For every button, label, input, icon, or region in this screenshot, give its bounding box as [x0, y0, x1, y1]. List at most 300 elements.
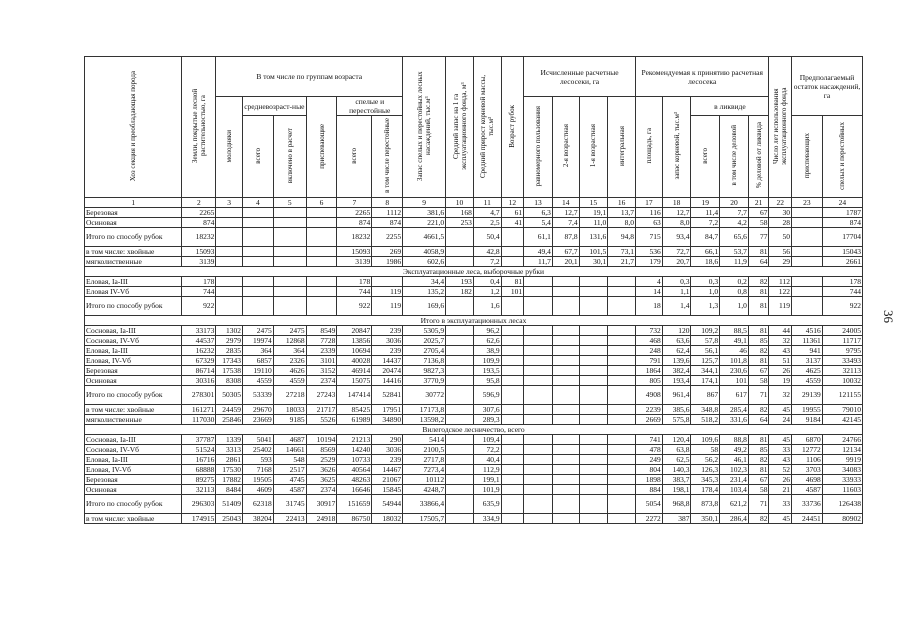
table-cell: 4516 [792, 326, 823, 336]
table-cell: 30,1 [579, 257, 608, 267]
table-cell: 101,8 [720, 356, 749, 366]
row-label: Еловая, Ia-III [85, 455, 182, 465]
table-cell [608, 346, 636, 356]
table-cell [501, 465, 524, 475]
table-cell [372, 277, 403, 287]
table-cell: 1986 [372, 257, 403, 267]
table-cell: 32113 [182, 485, 216, 495]
table-cell: 169,6 [403, 297, 446, 316]
table-cell [792, 297, 823, 316]
table-cell [446, 435, 474, 445]
table-row [85, 485, 863, 495]
table-cell: 741 [636, 435, 663, 445]
table-cell [552, 326, 579, 336]
table-cell [216, 228, 243, 247]
table-cell [552, 405, 579, 415]
header-calc-integral: интегральная [608, 97, 636, 198]
table-cell: 874 [372, 218, 403, 228]
table-cell: 4661,5 [403, 228, 446, 247]
table-cell: 67329 [182, 356, 216, 366]
table-cell: 61989 [337, 415, 372, 425]
table-cell: 14467 [372, 465, 403, 475]
table-cell [552, 455, 579, 465]
table-cell [608, 386, 636, 405]
table-cell [501, 435, 524, 445]
table-cell [792, 287, 823, 297]
row-label: в том числе: хвойные [85, 514, 182, 524]
row-label: Березовая [85, 475, 182, 485]
table-cell: 102,3 [720, 465, 749, 475]
table-cell [524, 465, 553, 475]
table-cell: 33 [769, 445, 792, 455]
table-cell: 3152 [306, 366, 337, 376]
table-cell [579, 415, 608, 425]
table-cell: 120,4 [662, 435, 691, 445]
table-cell: 11,7 [524, 257, 553, 267]
table-cell: 64 [748, 257, 769, 267]
row-label: Еловая, Ia-III [85, 277, 182, 287]
table-cell: 57,8 [691, 336, 720, 346]
table-cell: 30772 [403, 386, 446, 405]
table-cell: 12,7 [662, 208, 691, 218]
table-cell: 63,8 [662, 445, 691, 455]
table-cell: 72,7 [662, 247, 691, 257]
table-cell: 874 [182, 218, 216, 228]
table-cell: 8549 [306, 326, 337, 336]
table-cell: 17882 [216, 475, 243, 485]
table-cell [216, 287, 243, 297]
table-cell [579, 346, 608, 356]
row-label: Еловая, IV-Vб [85, 465, 182, 475]
table-cell: 44537 [182, 336, 216, 346]
column-number: 22 [769, 198, 792, 208]
table-cell: 307,6 [473, 405, 501, 415]
table-cell: 24766 [822, 435, 862, 445]
table-cell: 33173 [182, 326, 216, 336]
table-cell: 71 [748, 386, 769, 405]
table-cell [273, 208, 306, 218]
table-cell: 2517 [273, 465, 306, 475]
table-cell [524, 356, 553, 366]
table-cell: 381,6 [403, 208, 446, 218]
table-cell: 45 [769, 405, 792, 415]
table-cell [243, 257, 274, 267]
table-cell: 4559 [243, 376, 274, 386]
table-cell: 178 [822, 277, 862, 287]
table-cell [446, 228, 474, 247]
table-cell: 387 [662, 514, 691, 524]
table-cell: 249 [636, 455, 663, 465]
table-cell: 21 [769, 485, 792, 495]
table-cell: 67 [748, 475, 769, 485]
table-cell: 791 [636, 356, 663, 366]
table-cell [273, 218, 306, 228]
table-cell: 7136,8 [403, 356, 446, 366]
table-cell: 19974 [243, 336, 274, 346]
table-cell: 103,4 [720, 485, 749, 495]
table-cell [446, 495, 474, 514]
table-cell [273, 257, 306, 267]
table-cell: 29139 [792, 386, 823, 405]
table-row [85, 445, 863, 455]
table-cell: 1,0 [691, 287, 720, 297]
table-cell: 941 [792, 346, 823, 356]
table-cell [216, 247, 243, 257]
table-cell: 17343 [216, 356, 243, 366]
table-cell: 4248,7 [403, 485, 446, 495]
table-cell: 88,5 [720, 326, 749, 336]
table-cell: 10112 [403, 475, 446, 485]
table-cell [446, 465, 474, 475]
table-cell [446, 386, 474, 405]
table-cell [608, 287, 636, 297]
table-cell [552, 297, 579, 316]
table-cell [501, 346, 524, 356]
table-cell: 53,7 [720, 247, 749, 257]
table-cell [608, 514, 636, 524]
table-cell: 168 [446, 208, 474, 218]
table-cell: 3139 [337, 257, 372, 267]
column-number: 15 [579, 198, 608, 208]
table-cell [446, 455, 474, 465]
table-cell [216, 297, 243, 316]
table-cell [608, 297, 636, 316]
table-row [85, 514, 863, 524]
table-cell: 18032 [372, 514, 403, 524]
table-cell [524, 514, 553, 524]
table-cell: 5041 [243, 435, 274, 445]
table-cell [524, 386, 553, 405]
table-cell [501, 514, 524, 524]
table-cell [501, 376, 524, 386]
table-cell [501, 455, 524, 465]
table-cell: 81 [748, 297, 769, 316]
header-age-groups: В том числе по группам возраста [216, 57, 403, 97]
header-middle-all: всего [243, 116, 274, 198]
column-number: 23 [792, 198, 823, 208]
table-cell [306, 297, 337, 316]
table-cell: 873,8 [691, 495, 720, 514]
table-row [85, 405, 863, 415]
table-cell: 56,1 [691, 346, 720, 356]
table-cell: 278301 [182, 386, 216, 405]
column-number-row [85, 198, 863, 208]
table-cell: 67 [748, 366, 769, 376]
table-cell [501, 445, 524, 455]
header-middle-included: включено в расчет [273, 116, 306, 198]
table-row [85, 386, 863, 405]
table-cell: 20847 [337, 326, 372, 336]
column-number: 21 [748, 198, 769, 208]
table-cell: 12868 [273, 336, 306, 346]
header-rem-approaching: приспевающих [792, 116, 823, 198]
table-cell [446, 405, 474, 415]
table-cell: 112 [769, 277, 792, 287]
column-number: 8 [372, 198, 403, 208]
table-cell: 51 [769, 356, 792, 366]
table-cell: 93,4 [662, 228, 691, 247]
document-page [84, 56, 863, 524]
table-cell: 19505 [243, 475, 274, 485]
table-cell [579, 445, 608, 455]
table-cell: 68888 [182, 465, 216, 475]
table-cell: 1,0 [720, 297, 749, 316]
table-cell: 2717,8 [403, 455, 446, 465]
table-cell: 6857 [243, 356, 274, 366]
table-cell [552, 366, 579, 376]
column-number: 10 [446, 198, 474, 208]
table-cell [608, 445, 636, 455]
table-cell [501, 366, 524, 376]
column-number: 7 [337, 198, 372, 208]
table-cell: 230,6 [720, 366, 749, 376]
table-cell: 221,0 [403, 218, 446, 228]
table-cell [524, 445, 553, 455]
table-cell [524, 495, 553, 514]
table-cell [552, 465, 579, 475]
header-recommended-cutting: Рекомендуемая к принятию расчетная лесосека [636, 57, 769, 97]
table-cell: 8308 [216, 376, 243, 386]
table-cell: 63 [636, 218, 663, 228]
table-cell: 2265 [182, 208, 216, 218]
table-cell: 73,1 [608, 247, 636, 257]
table-cell: 41 [501, 218, 524, 228]
column-number: 14 [552, 198, 579, 208]
table-cell: 3101 [306, 356, 337, 366]
table-cell: 9919 [822, 455, 862, 465]
header-rec-area: площадь, га [636, 97, 663, 198]
table-cell: 4908 [636, 386, 663, 405]
table-cell: 21717 [306, 405, 337, 415]
row-label: Итого по способу рубок [85, 495, 182, 514]
table-cell: 27243 [306, 386, 337, 405]
table-cell: 27218 [273, 386, 306, 405]
table-cell: 109,6 [691, 435, 720, 445]
table-cell [524, 287, 553, 297]
table-cell: 331,6 [720, 415, 749, 425]
table-cell: 82 [748, 346, 769, 356]
table-cell [552, 475, 579, 485]
table-cell: 635,9 [473, 495, 501, 514]
table-cell: 24459 [216, 405, 243, 415]
table-cell: 2374 [306, 376, 337, 386]
table-cell: 58 [748, 218, 769, 228]
table-cell [579, 356, 608, 366]
table-cell [608, 435, 636, 445]
header-liquid-all: всего [691, 116, 720, 198]
table-cell: 7,2 [473, 257, 501, 267]
table-row [85, 415, 863, 425]
header-calc-even: равномерного пользования [524, 97, 553, 198]
table-cell: 12,7 [552, 208, 579, 218]
table-cell: 1302 [216, 326, 243, 336]
table-cell: 17704 [822, 228, 862, 247]
header-rec-liquid: в ликвиде [691, 97, 769, 116]
table-row [85, 356, 863, 366]
table-cell: 8484 [216, 485, 243, 495]
table-cell: 16716 [182, 455, 216, 465]
table-cell: 2272 [636, 514, 663, 524]
table-cell [306, 247, 337, 257]
table-cell [446, 356, 474, 366]
table-cell: 4687 [273, 435, 306, 445]
row-label: Сосновая, Ia-III [85, 435, 182, 445]
table-cell: 20,1 [552, 257, 579, 267]
column-number: 2 [182, 198, 216, 208]
table-cell: 101 [501, 287, 524, 297]
table-cell: 46914 [337, 366, 372, 376]
section-header-row [85, 316, 863, 326]
table-cell: 744 [822, 287, 862, 297]
table-cell: 17530 [216, 465, 243, 475]
table-cell: 19955 [792, 405, 823, 415]
table-cell: 10194 [306, 435, 337, 445]
table-cell [524, 297, 553, 316]
table-cell: 922 [822, 297, 862, 316]
table-cell: 19,1 [579, 208, 608, 218]
table-cell [446, 415, 474, 425]
row-label: Осиновая [85, 485, 182, 495]
table-cell: 1,3 [691, 297, 720, 316]
table-cell [579, 465, 608, 475]
table-cell: 161271 [182, 405, 216, 415]
table-cell: 31745 [273, 495, 306, 514]
table-cell: 50,4 [473, 228, 501, 247]
table-cell [501, 485, 524, 495]
table-cell: 1864 [636, 366, 663, 376]
table-cell [608, 485, 636, 495]
table-cell [552, 495, 579, 514]
table-cell: 24 [769, 415, 792, 425]
table-cell: 10733 [337, 455, 372, 465]
table-cell: 364 [273, 346, 306, 356]
table-cell [216, 257, 243, 267]
table-row [85, 208, 863, 218]
row-label: в том числе: хвойные [85, 405, 182, 415]
table-row [85, 218, 863, 228]
table-cell: 383,7 [662, 475, 691, 485]
table-cell [216, 218, 243, 228]
table-cell: 80902 [822, 514, 862, 524]
table-cell: 84,7 [691, 228, 720, 247]
row-label: Итого по способу рубок [85, 386, 182, 405]
table-cell [608, 277, 636, 287]
table-cell: 7,7 [720, 208, 749, 218]
table-cell [306, 208, 337, 218]
table-cell: 95,8 [473, 376, 501, 386]
section-title: Вилегодское лесничество, всего [85, 425, 863, 435]
table-cell: 24005 [822, 326, 862, 336]
table-cell: 14416 [372, 376, 403, 386]
section-title: Эксплуатационные леса, выборочные рубки [85, 267, 863, 277]
header-calculated-cutting: Исчисленные расчетные лесосеки, га [524, 57, 636, 97]
table-cell [243, 228, 274, 247]
table-cell: 6870 [792, 435, 823, 445]
table-cell: 51409 [216, 495, 243, 514]
header-calc-second-age: 2-я возрастная [552, 97, 579, 198]
table-cell: 82 [748, 405, 769, 415]
table-cell [524, 366, 553, 376]
table-cell [552, 336, 579, 346]
table-cell: 4609 [243, 485, 274, 495]
table-cell: 2374 [306, 485, 337, 495]
column-number: 18 [662, 198, 691, 208]
table-cell [501, 495, 524, 514]
table-cell: 20474 [372, 366, 403, 376]
table-cell: 478 [636, 445, 663, 455]
table-cell [579, 495, 608, 514]
column-number: 5 [273, 198, 306, 208]
table-cell: 17173,8 [403, 405, 446, 415]
table-cell [273, 287, 306, 297]
header-young: молодняки [216, 97, 243, 198]
table-cell: 42145 [822, 415, 862, 425]
table-cell: 575,8 [662, 415, 691, 425]
table-cell: 33933 [822, 475, 862, 485]
table-cell: 2669 [636, 415, 663, 425]
table-cell [501, 386, 524, 405]
table-cell [306, 218, 337, 228]
table-cell [579, 386, 608, 405]
table-cell: 139,6 [662, 356, 691, 366]
table-cell [501, 415, 524, 425]
table-cell: 33493 [822, 356, 862, 366]
row-label: Осиновая [85, 376, 182, 386]
table-cell: 874 [337, 218, 372, 228]
table-cell [524, 435, 553, 445]
column-number: 1 [85, 198, 182, 208]
table-cell: 61,1 [524, 228, 553, 247]
table-cell: 33 [769, 495, 792, 514]
table-cell [552, 514, 579, 524]
table-cell: 14437 [372, 356, 403, 366]
table-cell: 28 [769, 218, 792, 228]
table-cell: 81 [748, 247, 769, 257]
table-cell: 269 [372, 247, 403, 257]
header-stock: Запас спелых и перестойных лесных насаждений, тыс.м³ [403, 57, 446, 198]
table-cell: 11,0 [579, 218, 608, 228]
table-cell: 81 [748, 435, 769, 445]
header-growth: Средний прирост корневой массы, тыс.м³ [473, 57, 501, 198]
table-cell [552, 445, 579, 455]
row-label: в том числе: хвойные [85, 247, 182, 257]
table-cell: 131,6 [579, 228, 608, 247]
table-cell: 22413 [273, 514, 306, 524]
table-cell: 199,1 [473, 475, 501, 485]
table-cell: 77 [748, 228, 769, 247]
table-row [85, 495, 863, 514]
table-cell [446, 445, 474, 455]
table-cell: 81 [501, 277, 524, 287]
table-cell: 67 [748, 208, 769, 218]
table-cell: 2265 [337, 208, 372, 218]
table-cell: 44 [769, 326, 792, 336]
page-number: 36 [881, 310, 896, 323]
table-cell: 101 [720, 376, 749, 386]
table-cell: 25402 [243, 445, 274, 455]
table-cell: 9827,3 [403, 366, 446, 376]
table-cell: 961,4 [662, 386, 691, 405]
table-cell: 2239 [636, 405, 663, 415]
table-cell: 804 [636, 465, 663, 475]
table-cell: 174,1 [691, 376, 720, 386]
table-cell [552, 287, 579, 297]
table-cell: 15093 [337, 247, 372, 257]
table-cell: 32 [769, 386, 792, 405]
table-cell: 125,7 [691, 356, 720, 366]
table-cell [501, 356, 524, 366]
table-cell: 81 [748, 326, 769, 336]
